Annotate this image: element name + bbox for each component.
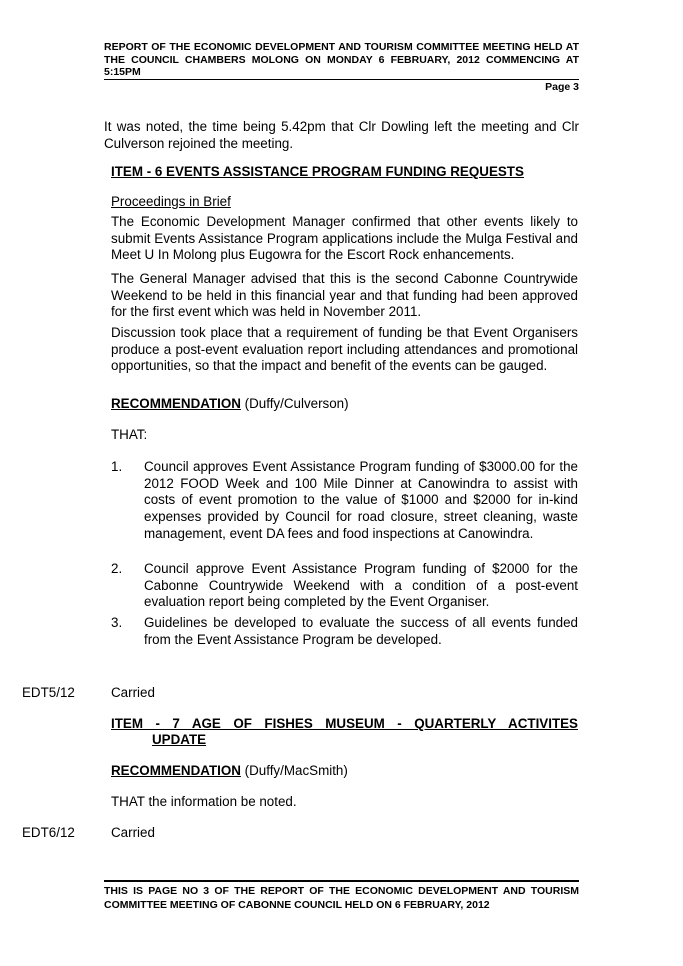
list-item-number: 3. [111, 615, 123, 630]
list-item: Council approve Event Assistance Program funding of $2000 for the Cabonne Countrywide Weekend with a condition of a post-event evaluation report being completed by the Event Organiser. [144, 561, 578, 610]
item6-that: THAT: [111, 427, 148, 442]
resolution-status: Carried [111, 825, 155, 840]
list-item-number: 2. [111, 561, 123, 576]
recommendation-movers: (Duffy/Culverson) [240, 396, 349, 411]
item7-heading-line1: ITEM - 7 AGE OF FISHES MUSEUM - QUARTERLY ACTIVITES [111, 716, 578, 731]
resolution-ref: EDT5/12 [22, 685, 75, 700]
item6-heading: ITEM - 6 EVENTS ASSISTANCE PROGRAM FUNDING REQUESTS [111, 164, 524, 179]
item6-paragraph-3: Discussion took place that a requirement of funding be that Event Organisers produce a post-event evaluation report including attendances and promotional opportunities, so that the impact and benefit of the events can be gauged. [111, 325, 578, 374]
page-number: Page 3 [545, 81, 579, 93]
item6-paragraph-2: The General Manager advised that this is the second Cabonne Countrywide Weekend to be held in this financial year and that funding had been approved for the first event which was held in November 2011. [111, 271, 578, 320]
list-item: Guidelines be developed to evaluate the success of all events funded from the Event Assistance Program be developed. [144, 615, 578, 647]
recommendation-movers: (Duffy/MacSmith) [240, 763, 348, 778]
header-divider [104, 79, 579, 80]
item6-paragraph-1: The Economic Development Manager confirmed that other events likely to submit Events Assistance Program applications include the Mulga Festival and Meet U In Molong plus Eugowra for the Escort Rock enhancements. [111, 214, 578, 263]
item7-heading-line2: UPDATE [152, 732, 207, 747]
page-footer: THIS IS PAGE NO 3 OF THE REPORT OF THE ECONOMIC DEVELOPMENT AND TOURISM COMMITTEE MEETING OF CABONNE COUNCIL HELD ON 6 FEBRUARY, 2012 [104, 885, 579, 911]
item7-recommendation [111, 763, 348, 780]
list-item-number: 1. [111, 459, 123, 474]
resolution-ref: EDT6/12 [22, 825, 75, 840]
intro-note: It was noted, the time being 5.42pm that Clr Dowling left the meeting and Clr Culverson rejoined the meeting. [104, 119, 579, 151]
recommendation-label: RECOMMENDATION [111, 763, 241, 778]
footer-divider [104, 880, 579, 882]
list-item: Council approves Event Assistance Program funding of $3000.00 for the 2012 FOOD Week and 100 Mile Dinner at Canowindra to assist with costs of event promotion to the value of $1000 and $2000 for in-kind expenses provided by Council for road closure, street cleaning, waste management, event DA fees and food inspections at Canowindra. [144, 459, 578, 541]
resolution-status: Carried [111, 685, 155, 700]
report-header: REPORT OF THE ECONOMIC DEVELOPMENT AND TOURISM COMMITTEE MEETING HELD AT THE COUNCIL CHAMBERS MOLONG ON MONDAY 6 FEBRUARY, 2012 COMMENCING AT 5:15PM [104, 41, 579, 78]
item6-recommendation [111, 396, 349, 413]
recommendation-label: RECOMMENDATION [111, 396, 241, 411]
item6-subheading: Proceedings in Brief [111, 194, 231, 209]
item7-that: THAT the information be noted. [111, 794, 297, 809]
